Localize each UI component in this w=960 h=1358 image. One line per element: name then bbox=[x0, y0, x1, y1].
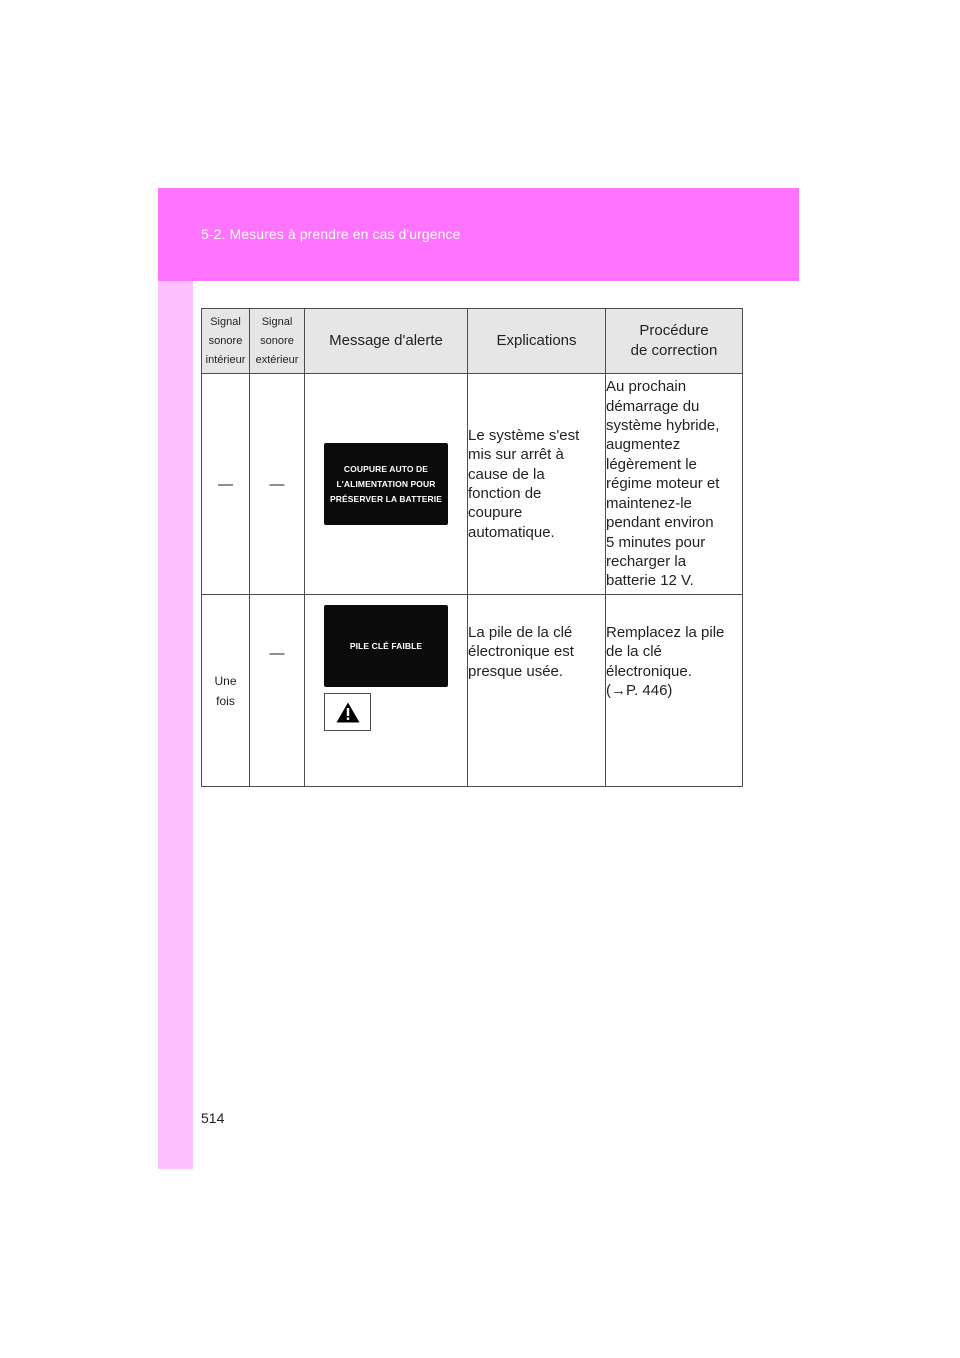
message-cell bbox=[305, 595, 468, 787]
explanation-cell: La pile de la clé électronique est presque usée. bbox=[468, 595, 606, 787]
exterior-signal-cell: — bbox=[250, 374, 305, 595]
procedure-cell: Au prochain démarrage du système hybride, augmentez légèrement le régime moteur et maintenez-le pendant environ 5 minutes pour recharger la batterie 12 V. bbox=[606, 374, 743, 595]
warning-triangle-icon bbox=[324, 693, 371, 731]
explanation-cell: Le système s'est mis sur arrêt à cause de la fonction de coupure automatique. bbox=[468, 374, 606, 595]
table-row bbox=[202, 374, 743, 595]
interior-signal-cell: — bbox=[202, 374, 250, 595]
exterior-signal-cell: — bbox=[250, 595, 305, 787]
procedure-cell: Remplacez la pile de la clé électronique. (→P. 446) bbox=[606, 595, 743, 787]
header-message: Message d'alerte bbox=[305, 309, 468, 374]
header-procedure: Procédure de correction bbox=[606, 309, 743, 374]
section-title: 5-2. Mesures à prendre en cas d'urgence bbox=[201, 226, 461, 242]
header-exterior-signal: Signal sonore extérieur bbox=[250, 309, 305, 374]
warning-table bbox=[201, 308, 743, 787]
message-cell bbox=[305, 374, 468, 595]
interior-signal-cell: Une fois bbox=[202, 595, 250, 787]
alert-screen-battery-saver: COUPURE AUTO DE L'ALIMENTATION POUR PRÉSERVER LA BATTERIE bbox=[324, 443, 448, 525]
page-number: 514 bbox=[201, 1110, 225, 1126]
side-band bbox=[158, 281, 193, 1169]
alert-screen-low-key-battery: PILE CLÉ FAIBLE bbox=[324, 605, 448, 687]
header-interior-signal: Signal sonore intérieur bbox=[202, 309, 250, 374]
table-row bbox=[202, 595, 743, 787]
page-reference-link: (→P. 446) bbox=[606, 682, 673, 700]
header-explanation: Explications bbox=[468, 309, 606, 374]
